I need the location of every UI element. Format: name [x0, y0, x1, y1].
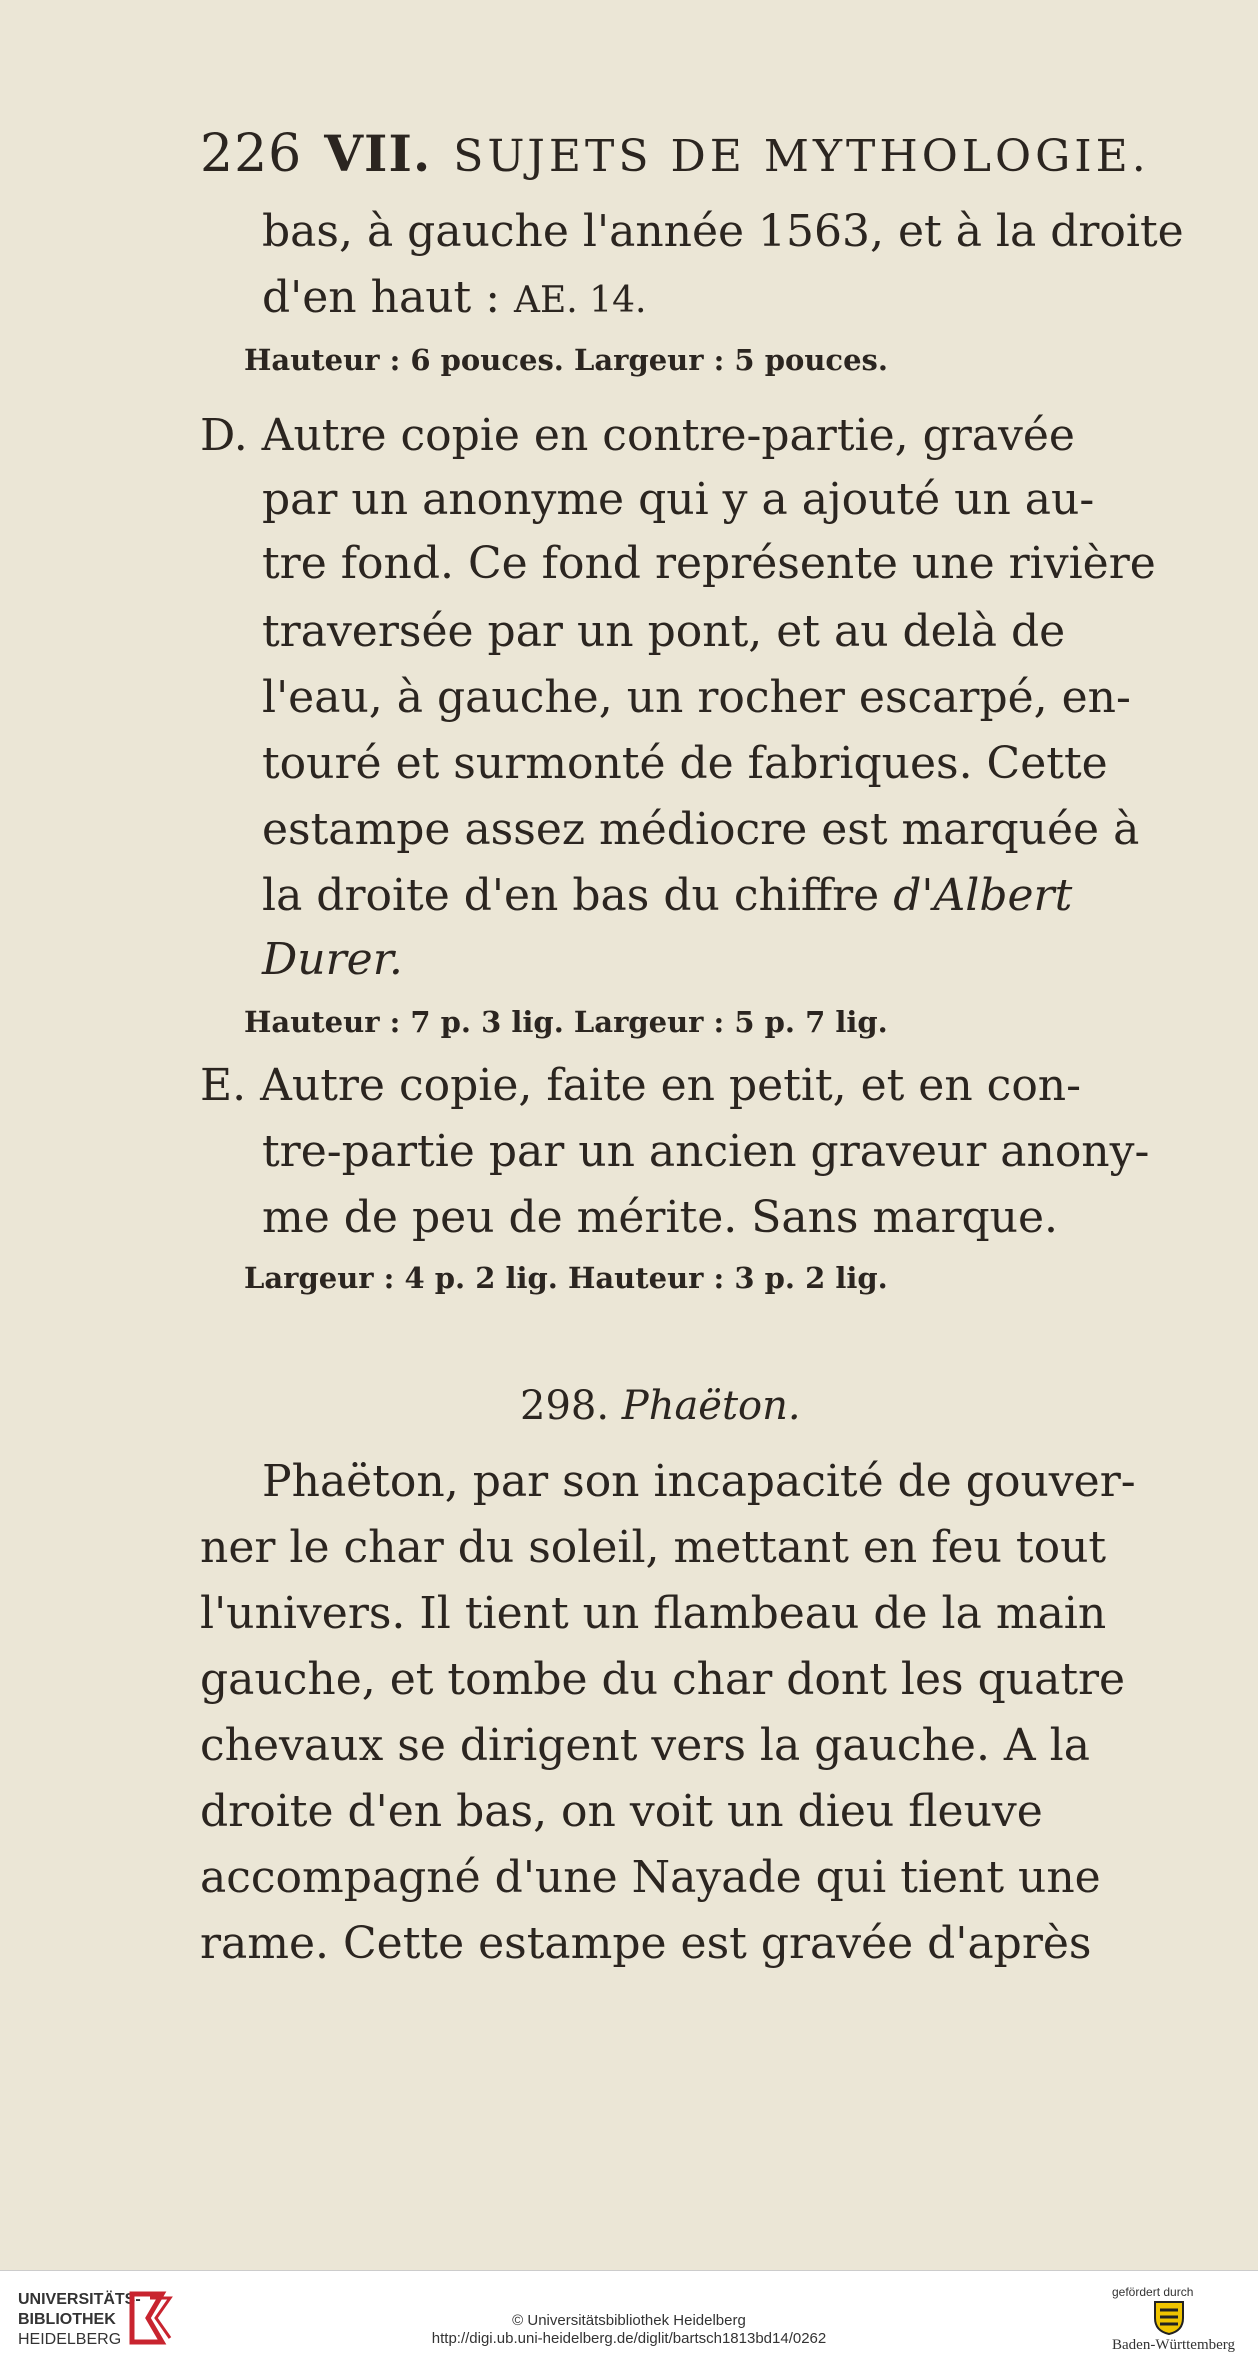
text-line: gauche, et tombe du char dont les quatre	[200, 1654, 1126, 1705]
crest-icon	[1152, 2298, 1186, 2336]
text-line: Durer.	[262, 934, 403, 985]
text-line: l'eau, à gauche, un rocher escarpé, en-	[262, 672, 1131, 723]
text-line: par un anonyme qui y a ajouté un au-	[262, 474, 1095, 525]
logo-line: UNIVERSITÄTS-	[18, 2291, 141, 2308]
text-line: touré et surmonté de fabriques. Cette	[262, 738, 1108, 789]
entry-number: 298.	[520, 1383, 610, 1429]
text-line: estampe assez médiocre est marquée à	[262, 804, 1140, 855]
italic-name: d'Albert	[893, 870, 1073, 921]
entry-heading	[520, 1383, 801, 1429]
entry-d: D. Autre copie en contre-partie, gravée	[200, 410, 1075, 461]
logo-line: BIBLIOTHEK	[18, 2311, 116, 2328]
dimensions-line: Largeur : 4 p. 2 lig. Hauteur : 3 p. 2 lig.	[244, 1261, 888, 1295]
text-line: Phaëton, par son incapacité de gouver-	[262, 1456, 1136, 1507]
permalink[interactable]: http://digi.ub.uni-heidelberg.de/diglit/bartsch1813bd14/0262	[431, 2330, 827, 2347]
ae-mark: AE. 14.	[514, 280, 647, 321]
text-span: la droite d'en bas du chiffre	[262, 870, 880, 921]
entry-title: Phaëton.	[621, 1383, 801, 1429]
funder-name: Baden-Württemberg	[1112, 2337, 1236, 2353]
copyright-text: © Universitätsbibliothek Heidelberg	[512, 2312, 746, 2329]
page-number: 226	[200, 124, 303, 184]
text-line: tre-partie par un ancien graveur anony-	[262, 1126, 1150, 1177]
text-line: traversée par un pont, et au delà de	[262, 606, 1066, 657]
section-title: SUJETS DE MYTHOLOGIE.	[453, 131, 1150, 182]
text-line: droite d'en bas, on voit un dieu fleuve	[200, 1786, 1043, 1837]
text-line: bas, à gauche l'année 1563, et à la droite	[262, 206, 1184, 257]
dimensions-line: Hauteur : 6 pouces. Largeur : 5 pouces.	[244, 343, 888, 377]
text-line: tre fond. Ce fond représente une rivière	[262, 538, 1156, 589]
dimensions-line: Hauteur : 7 p. 3 lig. Largeur : 5 p. 7 lig.	[244, 1005, 888, 1039]
text-line: chevaux se dirigent vers la gauche. A la	[200, 1720, 1090, 1771]
text-line: me de peu de mérite. Sans marque.	[262, 1192, 1059, 1243]
text-line	[262, 870, 1073, 921]
text-span: d'en haut :	[262, 272, 501, 323]
text-line	[262, 272, 647, 323]
text-line: rame. Cette estampe est gravée d'après	[200, 1918, 1092, 1969]
page-header	[200, 124, 1150, 184]
logo-line: HEIDELBERG	[18, 2331, 122, 2348]
text-line: ner le char du soleil, mettant en feu tout	[200, 1522, 1107, 1573]
entry-e: E. Autre copie, faite en petit, et en con-	[200, 1060, 1082, 1111]
text-line: l'univers. Il tient un flambeau de la main	[200, 1588, 1107, 1639]
section-number: VII.	[324, 124, 432, 183]
funded-by-label: gefördert durch	[1112, 2285, 1194, 2299]
text-line: accompagné d'une Nayade qui tient une	[200, 1852, 1101, 1903]
